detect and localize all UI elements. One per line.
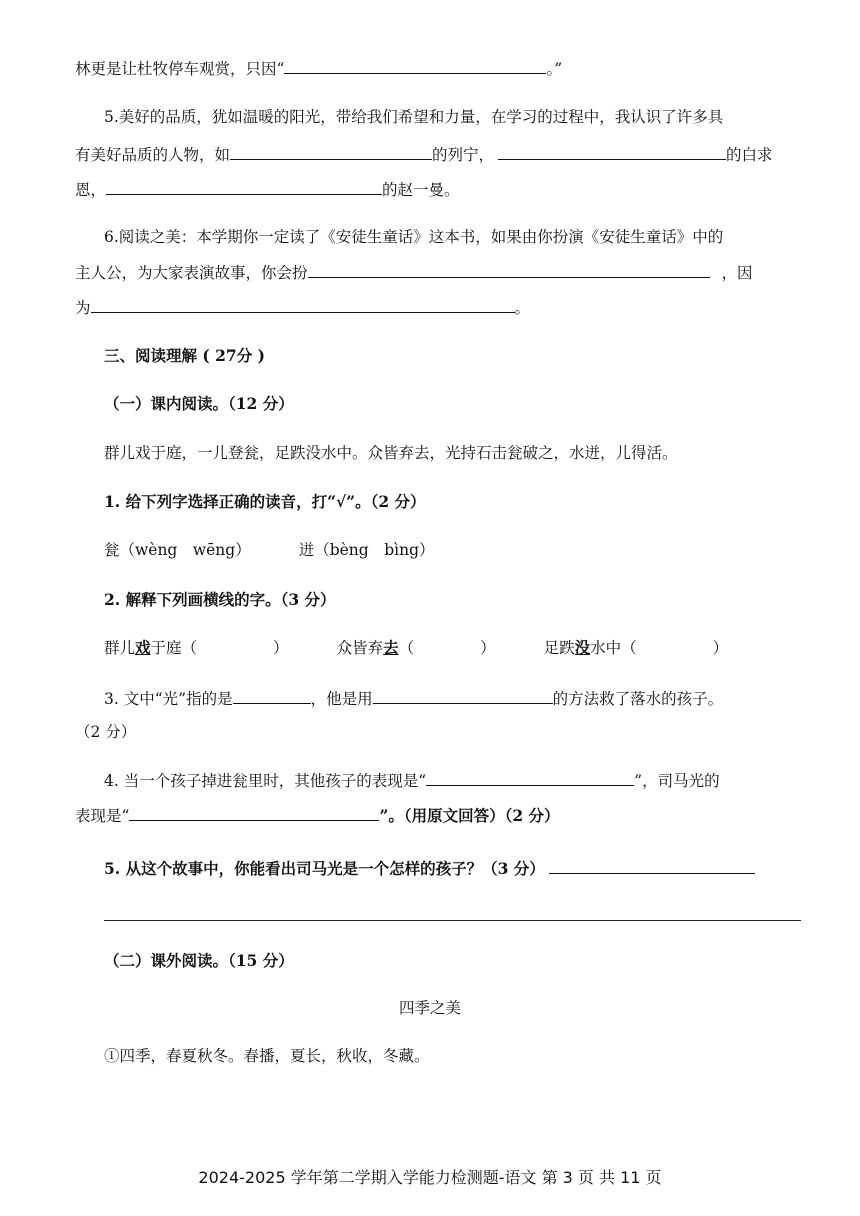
- pinyin-item-beng[interactable]: 迸（bèng bìng）: [298, 541, 435, 559]
- answer-blank-others[interactable]: [426, 768, 634, 786]
- answer-blank-method[interactable]: [373, 686, 553, 704]
- q5-line1: 5.美好的品质，犹如温暖的阳光，带给我们希望和力量，在学习的过程中，我认识了许多具: [104, 108, 724, 126]
- question-1-label: 1. 给下列字选择正确的读音，打“√”。（2 分）: [104, 492, 426, 511]
- q3-text: ，他是用: [310, 690, 373, 708]
- q4-text: ”。（用原文回答）（2 分）: [379, 806, 560, 825]
- q6-text: 为: [75, 299, 91, 317]
- question-4: [104, 768, 720, 793]
- answer-blank-guang[interactable]: [233, 686, 311, 704]
- page-footer: 2024-2025 学年第二学期入学能力检测题-语文 第 3 页 共 11 页: [198, 1168, 662, 1187]
- answer-blank-simaguang[interactable]: [129, 803, 379, 821]
- explain-item-2: 众皆弃去（ ）: [336, 638, 496, 657]
- q5-text: 恩，: [75, 181, 107, 199]
- part1-heading: （一）课内阅读。（12 分）: [104, 394, 294, 413]
- prev-question-tail: [75, 56, 562, 81]
- answer-blank[interactable]: [284, 56, 546, 74]
- answer-blank-lenin[interactable]: [230, 142, 432, 160]
- question-3-score: （2 分）: [75, 723, 137, 741]
- answer-blank-bethune[interactable]: [498, 142, 726, 160]
- q6-line1: 6.阅读之美：本学期你一定读了《安徒生童话》这本书，如果由你扮演《安徒生童话》中的: [104, 228, 724, 246]
- q6-text: 。: [514, 299, 531, 317]
- answer-blank-role[interactable]: [308, 260, 710, 278]
- passage-paragraph-1: ①四季，春夏秋冬。春播，夏长，秋收，冬藏。: [104, 1047, 430, 1065]
- answer-line[interactable]: [104, 920, 801, 921]
- explain-item-1: 群儿戏于庭（ ）: [104, 638, 289, 657]
- part2-heading: （二）课外阅读。（15 分）: [104, 951, 294, 970]
- prev-question-text: 林更是让杜牧停车观赏，只因“: [75, 60, 285, 78]
- q4-text: ”，司马光的: [634, 772, 720, 790]
- q6-line2: [75, 260, 753, 285]
- q6-line3: [75, 295, 530, 320]
- q5-text: 有美好品质的人物，如: [75, 146, 231, 164]
- q3-text: 的方法救了落水的孩子。: [552, 690, 724, 708]
- q5-label: 5. 从这个故事中，你能看出司马光是一个怎样的孩子？（3 分）: [104, 859, 545, 878]
- question-3: [104, 686, 723, 711]
- q5-text: 的白求: [726, 146, 773, 164]
- q5-text: 的赵一曼。: [382, 181, 460, 199]
- question-5: [104, 856, 755, 881]
- answer-blank-character[interactable]: [549, 856, 755, 874]
- pinyin-item-weng[interactable]: 瓮（wèng wēng）: [104, 541, 251, 559]
- question-2-label: 2. 解释下列画横线的字。（3 分）: [104, 590, 336, 609]
- q4-text: 4. 当一个孩子掉进瓮里时，其他孩子的表现是“: [104, 772, 427, 790]
- pinyin-options: [104, 538, 435, 562]
- prev-question-end: 。”: [546, 60, 563, 78]
- passage-text: 群儿戏于庭，一儿登瓮，足跌没水中。众皆弃去，光持石击瓮破之，水迸，儿得活。: [104, 444, 678, 462]
- q6-text: ，因: [721, 264, 753, 282]
- section-heading: 三、阅读理解 ( 27分 ): [104, 346, 265, 365]
- explain-items: [104, 636, 728, 660]
- q5-line2: [75, 142, 773, 167]
- q6-text: 主人公，为大家表演故事，你会扮: [75, 264, 308, 282]
- answer-blank-zhao[interactable]: [106, 177, 382, 195]
- q3-text: 3. 文中“光”指的是: [104, 690, 233, 708]
- answer-blank-reason[interactable]: [91, 295, 515, 313]
- explain-item-3: 足跌没水中（ ）: [543, 638, 729, 657]
- q4-text: 表现是“: [75, 807, 130, 825]
- passage-title: 四季之美: [398, 999, 461, 1017]
- q5-line3: [75, 177, 460, 202]
- q5-text: 的列宁，: [432, 146, 495, 164]
- question-4-cont: [75, 803, 560, 828]
